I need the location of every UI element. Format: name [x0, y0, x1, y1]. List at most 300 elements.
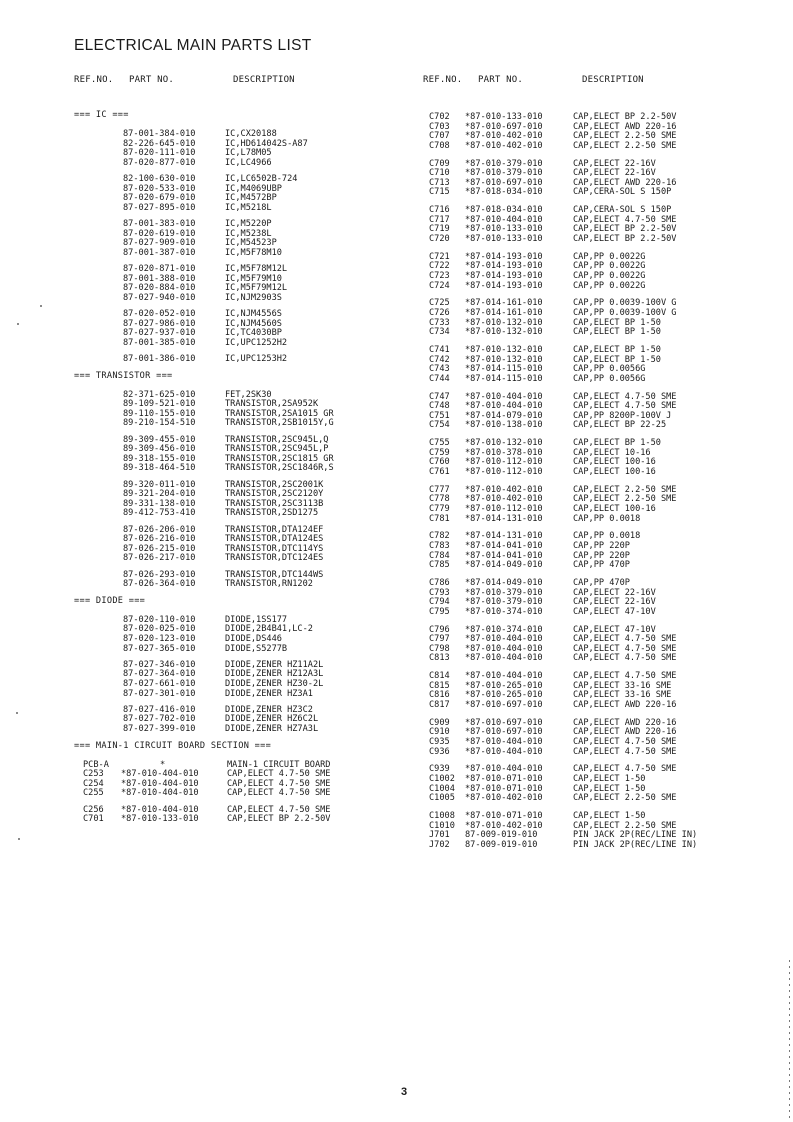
- part-no: 87-026-293-010: [123, 569, 196, 580]
- part-no: *87-010-404-010: [121, 788, 199, 799]
- description: CAP,ELECT 4.7-50 SME: [227, 788, 331, 799]
- description: CAP,ELECT 1-50: [573, 811, 646, 821]
- ref-no: C703: [429, 121, 450, 132]
- ref-no: C782: [429, 531, 450, 542]
- ref-no: C794: [429, 597, 450, 608]
- ref-no: C936: [429, 746, 450, 757]
- description: TRANSISTOR,DTA124EF: [225, 524, 324, 535]
- description: CAP,ELECT 2.2-50 SME: [573, 793, 677, 804]
- ref-no: C256: [83, 804, 104, 815]
- part-no: 87-020-123-010: [123, 634, 196, 644]
- part-no: 89-412-753-410: [123, 508, 196, 519]
- ref-no-header-left: REF.NO.: [74, 75, 114, 85]
- description: CAP,ELECT 10-16: [573, 447, 651, 458]
- part-no: 87-001-388-010: [123, 273, 196, 284]
- part-no: 87-027-909-010: [123, 238, 196, 249]
- page-title: ELECTRICAL MAIN PARTS LIST: [74, 37, 312, 54]
- part-no: *87-010-402-010: [465, 131, 543, 142]
- ref-no: J701: [429, 830, 450, 841]
- description: CAP,ELECT 4.7-50 SME: [573, 671, 677, 682]
- scan-speck: [17, 323, 19, 325]
- description: CAP,ELECT 2.2-50 SME: [573, 140, 677, 151]
- description: TRANSISTOR,2SD1275: [225, 508, 319, 519]
- description: PIN JACK 2P(REC/LINE IN): [573, 839, 698, 850]
- part-no: *87-010-132-010: [465, 354, 543, 365]
- section-heading: === MAIN-1 CIRCUIT BOARD SECTION ===: [74, 740, 272, 751]
- ref-no: C713: [429, 177, 450, 188]
- part-no: *87-010-379-010: [465, 587, 543, 598]
- ref-no: C725: [429, 298, 450, 309]
- ref-no: C778: [429, 494, 450, 505]
- ref-no: C785: [429, 560, 450, 571]
- ref-no: C779: [429, 504, 450, 514]
- description: CAP,PP 0.0022G: [573, 280, 646, 291]
- part-no: *87-010-404-010: [465, 214, 543, 225]
- part-no: *87-014-049-010: [465, 578, 543, 588]
- description: CAP,PP 0.0022G: [573, 271, 646, 281]
- ref-no: C1008: [429, 811, 455, 821]
- part-no: 87-020-533-010: [123, 183, 196, 194]
- description: IC,M5220P: [225, 219, 272, 229]
- ref-no: C748: [429, 401, 450, 412]
- part-no: 87-020-052-010: [123, 309, 196, 319]
- part-no: *87-010-402-010: [465, 494, 543, 505]
- part-no: *87-010-071-010: [465, 783, 543, 794]
- description: CAP,ELECT BP 2.2-50V: [573, 112, 677, 122]
- description: DIODE,ZENER HZ11A2L: [225, 659, 324, 670]
- ref-no: C724: [429, 280, 450, 291]
- description: CAP,ELECT BP 1-50: [573, 345, 661, 355]
- part-no: *87-014-131-010: [465, 531, 543, 542]
- ref-no: J702: [429, 839, 450, 850]
- description: TRANSISTOR,2SA952K: [225, 399, 319, 410]
- part-no: 87-026-217-010: [123, 553, 196, 564]
- description: IC,M5218L: [225, 202, 272, 213]
- part-no: *87-010-402-010: [465, 820, 543, 831]
- part-no-header-right: PART NO.: [478, 75, 523, 85]
- ref-no: C783: [429, 541, 450, 551]
- part-no: *87-010-404-010: [465, 746, 543, 757]
- part-no: *87-010-402-010: [465, 140, 543, 151]
- description: CAP,ELECT BP 1-50: [573, 327, 661, 338]
- description: CAP,PP 470P: [573, 560, 630, 571]
- ref-no: C817: [429, 700, 450, 710]
- part-no: *87-010-132-010: [465, 317, 543, 328]
- part-no: *87-014-193-010: [465, 251, 543, 262]
- description: TRANSISTOR,2SC2001K: [225, 479, 324, 490]
- description: CAP,ELECT BP 2.2-50V: [227, 814, 331, 825]
- part-no: *87-010-404-010: [465, 737, 543, 747]
- part-no: *87-010-404-010: [465, 401, 543, 412]
- ref-no: C754: [429, 420, 450, 431]
- description: IC,M4572BP: [225, 193, 277, 204]
- part-no: *87-010-402-010: [465, 793, 543, 804]
- part-no: *87-010-133-010: [465, 234, 543, 244]
- part-no: 87-026-206-010: [123, 524, 196, 535]
- part-no: 87-027-365-010: [123, 643, 196, 654]
- part-no: 87-027-416-010: [123, 704, 196, 715]
- part-no: *87-010-402-010: [465, 484, 543, 495]
- description: DIODE,2B4B41,LC-2: [225, 624, 313, 635]
- part-no: *87-010-133-010: [465, 224, 543, 235]
- description: CAP,ELECT BP 1-50: [573, 317, 661, 328]
- section-heading: === TRANSISTOR ===: [74, 370, 173, 381]
- ref-no: C798: [429, 643, 450, 654]
- part-no: *87-014-049-010: [465, 560, 543, 571]
- description: CAP,ELECT 33-16 SME: [573, 680, 672, 691]
- ref-no: C816: [429, 690, 450, 701]
- part-no: 87-001-384-010: [123, 129, 196, 139]
- ref-no: C721: [429, 251, 450, 262]
- part-no: *87-010-265-010: [465, 690, 543, 701]
- section-heading: === IC ===: [74, 110, 129, 120]
- ref-no: C702: [429, 112, 450, 122]
- ref-no: C1005: [429, 793, 455, 804]
- description: CAP,ELECT 47-10V: [573, 606, 656, 617]
- part-no: 89-210-154-510: [123, 418, 196, 429]
- description: IC,M5F78M10: [225, 247, 282, 258]
- description: CAP,ELECT BP 2.2-50V: [573, 234, 677, 244]
- description: IC,M5238L: [225, 228, 272, 239]
- ref-no: C784: [429, 550, 450, 561]
- page-number: 3: [401, 1086, 408, 1098]
- ref-no: C1010: [429, 820, 455, 831]
- ref-no: C743: [429, 364, 450, 375]
- description: CAP,ELECT 4.7-50 SME: [573, 214, 677, 225]
- part-no: *87-014-115-010: [465, 364, 543, 375]
- description: FET,2SK30: [225, 389, 272, 400]
- ref-no: C793: [429, 587, 450, 598]
- part-no: *87-010-265-010: [465, 680, 543, 691]
- ref-no: C1004: [429, 783, 455, 794]
- part-no: 87-001-387-010: [123, 247, 196, 258]
- part-no: *87-018-034-010: [465, 205, 543, 216]
- ref-no: C255: [83, 788, 104, 799]
- part-no: *87-010-071-010: [465, 774, 543, 784]
- description: CAP,PP 0.0039-100V G: [573, 298, 677, 309]
- description: CAP,ELECT 4.7-50 SME: [573, 737, 677, 747]
- ref-no: C760: [429, 457, 450, 468]
- description: CAP,PP 0.0056G: [573, 373, 646, 384]
- description: TRANSISTOR,2SC2120Y: [225, 489, 324, 500]
- ref-no: C707: [429, 131, 450, 142]
- ref-no: C781: [429, 513, 450, 524]
- description: CAP,PP 0.0022G: [573, 251, 646, 262]
- ref-no: C797: [429, 634, 450, 645]
- part-no: 87-026-215-010: [123, 543, 196, 554]
- part-no: 89-110-155-010: [123, 408, 196, 419]
- description: CAP,ELECT 4.7-50 SME: [573, 401, 677, 412]
- description: CAP,ELECT 1-50: [573, 774, 646, 784]
- part-no: *87-010-404-010: [465, 391, 543, 402]
- description: CAP,CERA-SOL S 150P: [573, 205, 672, 216]
- part-no: 87-027-940-010: [123, 292, 196, 303]
- description: CAP,ELECT BP 2.2-50V: [573, 224, 677, 235]
- part-no: 82-100-630-010: [123, 174, 196, 184]
- ref-no: C742: [429, 354, 450, 365]
- part-no: *87-010-404-010: [465, 653, 543, 664]
- ref-no: C733: [429, 317, 450, 328]
- ref-no: C751: [429, 410, 450, 421]
- part-no: *87-010-132-010: [465, 438, 543, 449]
- part-no: *87-014-193-010: [465, 280, 543, 291]
- description: CAP,ELECT 4.7-50 SME: [227, 769, 331, 780]
- description: IC,NJM4556S: [225, 309, 282, 319]
- description: CAP,ELECT 4.7-50 SME: [227, 778, 331, 789]
- ref-no: C795: [429, 606, 450, 617]
- ref-no: C813: [429, 653, 450, 664]
- ref-no: C726: [429, 308, 450, 318]
- description: CAP,ELECT 4.7-50 SME: [573, 653, 677, 664]
- description: IC,UPC1253H2: [225, 354, 288, 364]
- part-no: 87-001-386-010: [123, 354, 196, 364]
- part-no: *87-010-133-010: [121, 814, 199, 825]
- description-header-left: DESCRIPTION: [233, 75, 295, 85]
- description: TRANSISTOR,DTC144WS: [225, 569, 324, 580]
- part-no: 87-020-110-010: [123, 614, 196, 625]
- description: CAP,ELECT 100-16: [573, 504, 656, 514]
- description: TRANSISTOR,DTC114YS: [225, 543, 324, 554]
- description: CAP,PP 0.0039-100V G: [573, 308, 677, 318]
- part-no: *87-010-112-010: [465, 467, 543, 477]
- description: IC,M5F79M12L: [225, 283, 288, 294]
- description: TRANSISTOR,2SC1846R,S: [225, 463, 334, 474]
- ref-no: C761: [429, 467, 450, 477]
- ref-no: C777: [429, 484, 450, 495]
- part-no: *: [160, 759, 166, 770]
- part-no: *87-010-374-010: [465, 606, 543, 617]
- part-no: 82-371-625-010: [123, 389, 196, 400]
- part-no: *87-018-034-010: [465, 187, 543, 198]
- part-no: *87-010-378-010: [465, 447, 543, 458]
- description: CAP,ELECT 100-16: [573, 467, 656, 477]
- description: CAP,ELECT 1-50: [573, 783, 646, 794]
- description: CAP,ELECT 47-10V: [573, 624, 656, 635]
- part-no: *87-010-404-010: [121, 804, 199, 815]
- description: CAP,ELECT 4.7-50 SME: [573, 643, 677, 654]
- part-no: *87-010-379-010: [465, 597, 543, 608]
- part-no: *87-010-404-010: [465, 634, 543, 645]
- ref-no: C744: [429, 373, 450, 384]
- part-no: 87-020-619-010: [123, 228, 196, 239]
- ref-no: C1002: [429, 774, 455, 784]
- scan-speck: [18, 838, 20, 840]
- part-no: *87-010-138-010: [465, 420, 543, 431]
- part-no: *87-010-374-010: [465, 624, 543, 635]
- part-no: 87-027-986-010: [123, 318, 196, 329]
- part-no: 87-020-871-010: [123, 264, 196, 274]
- description: CAP,PP 220P: [573, 541, 630, 551]
- description: TRANSISTOR,2SC3113B: [225, 498, 324, 509]
- part-no: 82-226-645-010: [123, 138, 196, 149]
- description: DIODE,ZENER HZ3C2: [225, 704, 313, 715]
- ref-no: C723: [429, 271, 450, 281]
- description: CAP,ELECT 4.7-50 SME: [573, 391, 677, 402]
- description: TRANSISTOR,2SC945L,P: [225, 444, 329, 455]
- part-no: *87-010-697-010: [465, 121, 543, 132]
- description: CAP,ELECT 4.7-50 SME: [573, 746, 677, 757]
- description: IC,M5F78M12L: [225, 264, 288, 274]
- description: IC,TC4030BP: [225, 328, 282, 339]
- part-no: *87-014-193-010: [465, 261, 543, 272]
- ref-no: C719: [429, 224, 450, 235]
- description: DIODE,ZENER HZ6C2L: [225, 714, 319, 725]
- part-no: *87-014-041-010: [465, 541, 543, 551]
- part-no: *87-014-079-010: [465, 410, 543, 421]
- part-no: 87-020-877-010: [123, 157, 196, 168]
- part-no-header-left: PART NO.: [129, 75, 174, 85]
- description: CAP,CERA-SOL S 150P: [573, 187, 672, 198]
- description: CAP,ELECT 4.7-50 SME: [573, 764, 677, 775]
- part-no: *87-010-071-010: [465, 811, 543, 821]
- ref-no: C939: [429, 764, 450, 775]
- description: DIODE,S5277B: [225, 643, 288, 654]
- part-no: 89-309-456-010: [123, 444, 196, 455]
- ref-no: C253: [83, 769, 104, 780]
- description: IC,NJM2903S: [225, 292, 282, 303]
- part-no: *87-010-112-010: [465, 504, 543, 514]
- part-no: *87-014-161-010: [465, 298, 543, 309]
- part-no: 87-020-111-010: [123, 148, 196, 159]
- part-no: *87-010-404-010: [121, 769, 199, 780]
- description: CAP,ELECT AWD 220-16: [573, 177, 677, 188]
- description: IC,LC4966: [225, 157, 272, 168]
- ref-no: C254: [83, 778, 104, 789]
- part-no: *87-010-697-010: [465, 177, 543, 188]
- description: IC,M5F79M10: [225, 273, 282, 284]
- description: TRANSISTOR,2SC945L,Q: [225, 434, 329, 445]
- part-no: *87-010-697-010: [465, 727, 543, 738]
- part-no: 89-318-464-510: [123, 463, 196, 474]
- description: IC,HD614042S-A87: [225, 138, 308, 149]
- part-no: 87-009-019-010: [465, 839, 538, 850]
- description: DIODE,ZENER HZ7A3L: [225, 724, 319, 734]
- part-no: 87-020-025-010: [123, 624, 196, 635]
- description: CAP,ELECT 22-16V: [573, 587, 656, 598]
- part-no: 87-026-364-010: [123, 579, 196, 590]
- description: CAP,PP 0.0056G: [573, 364, 646, 375]
- ref-no: C935: [429, 737, 450, 747]
- part-no: 87-027-346-010: [123, 659, 196, 670]
- description: CAP,PP 0.0018: [573, 531, 641, 542]
- description: IC,L78M05: [225, 148, 272, 159]
- part-no: *87-010-697-010: [465, 717, 543, 728]
- ref-no: C708: [429, 140, 450, 151]
- description: DIODE,ZENER HZ12A3L: [225, 669, 324, 680]
- part-no: 87-027-702-010: [123, 714, 196, 725]
- part-no: 87-020-884-010: [123, 283, 196, 294]
- part-no: 89-321-204-010: [123, 489, 196, 500]
- part-no: 87-027-661-010: [123, 679, 196, 689]
- description: CAP,ELECT AWD 220-16: [573, 727, 677, 738]
- description: CAP,ELECT 22-16V: [573, 158, 656, 169]
- part-no: 87-027-895-010: [123, 202, 196, 213]
- part-no: *87-010-112-010: [465, 457, 543, 468]
- part-no: *87-014-041-010: [465, 550, 543, 561]
- ref-no: C709: [429, 158, 450, 169]
- ref-no: C741: [429, 345, 450, 355]
- part-no: *87-010-379-010: [465, 168, 543, 179]
- ref-no: C710: [429, 168, 450, 179]
- ref-no: C814: [429, 671, 450, 682]
- part-no: 87-009-019-010: [465, 830, 538, 841]
- description: CAP,ELECT AWD 220-16: [573, 700, 677, 710]
- description: DIODE,ZENER HZ3A1: [225, 688, 313, 699]
- part-no: 87-001-385-010: [123, 337, 196, 348]
- ref-no: C716: [429, 205, 450, 216]
- description: DIODE,1SS177: [225, 614, 288, 625]
- part-no: 87-027-301-010: [123, 688, 196, 699]
- ref-no: C701: [83, 814, 104, 825]
- description: CAP,ELECT BP 1-50: [573, 438, 661, 449]
- part-no: 89-320-011-010: [123, 479, 196, 490]
- part-no: 87-027-399-010: [123, 724, 196, 734]
- scan-speck: [40, 305, 42, 307]
- part-no: *87-010-404-010: [465, 764, 543, 775]
- ref-no: C720: [429, 234, 450, 244]
- description: TRANSISTOR,DTC124ES: [225, 553, 324, 564]
- description: IC,LC6502B-724: [225, 174, 298, 184]
- description: CAP,ELECT 2.2-50 SME: [573, 820, 677, 831]
- description-header-right: DESCRIPTION: [582, 75, 644, 85]
- ref-no: C755: [429, 438, 450, 449]
- description: CAP,ELECT 33-16 SME: [573, 690, 672, 701]
- ref-no: C796: [429, 624, 450, 635]
- description: TRANSISTOR,DTA124ES: [225, 534, 324, 545]
- section-heading: === DIODE ===: [74, 595, 146, 606]
- part-no: 87-027-364-010: [123, 669, 196, 680]
- description: PIN JACK 2P(REC/LINE IN): [573, 830, 698, 841]
- description: CAP,PP 220P: [573, 550, 630, 561]
- ref-no: PCB-A: [83, 759, 109, 770]
- part-no: *87-010-133-010: [465, 112, 543, 122]
- description: CAP,ELECT BP 22-25: [573, 420, 667, 431]
- part-no: *87-010-404-010: [465, 643, 543, 654]
- scan-speck: [16, 712, 18, 714]
- part-no: 87-026-216-010: [123, 534, 196, 545]
- description: CAP,ELECT 2.2-50 SME: [573, 484, 677, 495]
- part-no: *87-010-404-010: [465, 671, 543, 682]
- description: CAP,ELECT BP 1-50: [573, 354, 661, 365]
- description: CAP,ELECT 4.7-50 SME: [573, 634, 677, 645]
- part-no: *87-014-161-010: [465, 308, 543, 318]
- description: DIODE,DS446: [225, 634, 282, 644]
- ref-no: C909: [429, 717, 450, 728]
- description: CAP,ELECT 100-16: [573, 457, 656, 468]
- ref-no: C786: [429, 578, 450, 588]
- ref-no-header-right: REF.NO.: [423, 75, 463, 85]
- part-no: *87-014-193-010: [465, 271, 543, 281]
- description: IC,CX20188: [225, 129, 277, 139]
- description: DIODE,ZENER HZ30-2L: [225, 679, 324, 689]
- part-no: 87-001-383-010: [123, 219, 196, 229]
- ref-no: C910: [429, 727, 450, 738]
- description: CAP,ELECT 22-16V: [573, 168, 656, 179]
- part-no: 87-020-679-010: [123, 193, 196, 204]
- description: CAP,ELECT AWD 220-16: [573, 121, 677, 132]
- part-no: 89-331-138-010: [123, 498, 196, 509]
- ref-no: C815: [429, 680, 450, 691]
- description: CAP,ELECT 22-16V: [573, 597, 656, 608]
- description: CAP,ELECT 2.2-50 SME: [573, 494, 677, 505]
- description: CAP,ELECT 4.7-50 SME: [227, 804, 331, 815]
- description: CAP,PP 470P: [573, 578, 630, 588]
- ref-no: C722: [429, 261, 450, 272]
- part-no: 89-309-455-010: [123, 434, 196, 445]
- description: IC,M4069UBP: [225, 183, 282, 194]
- description: TRANSISTOR,2SB1015Y,G: [225, 418, 334, 429]
- description: IC,NJM4560S: [225, 318, 282, 329]
